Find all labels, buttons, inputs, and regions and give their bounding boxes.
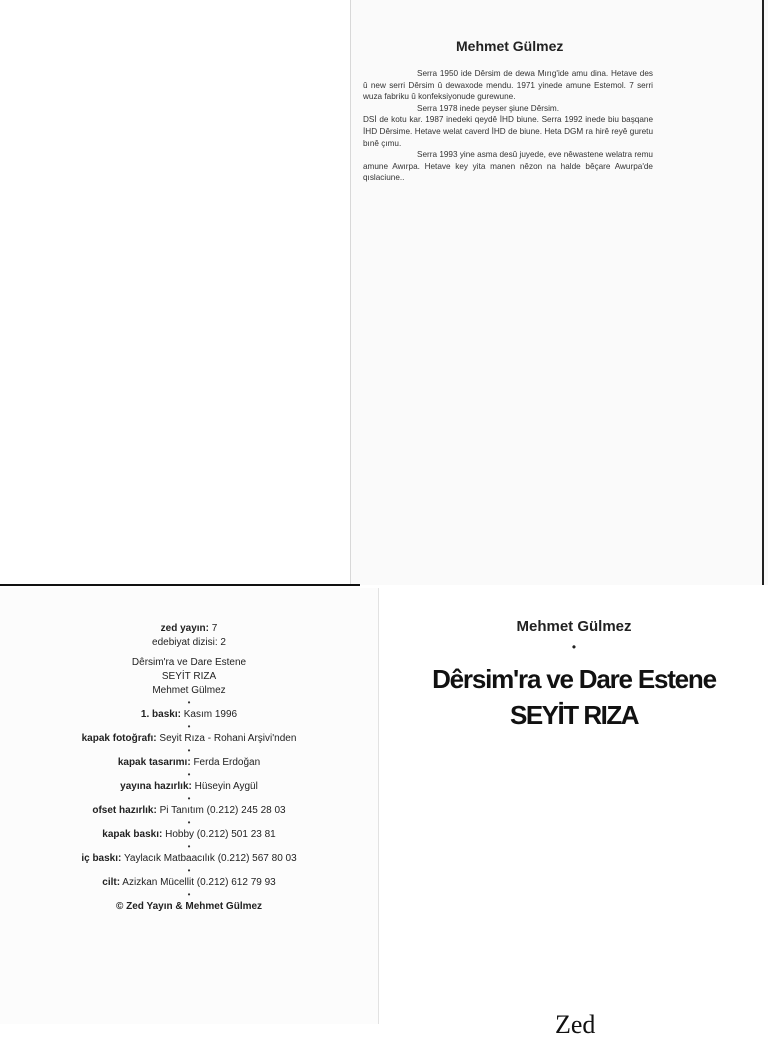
editor-label: yayına hazırlık: <box>120 781 192 792</box>
cover-print-value: Hobby (0.212) 501 23 81 <box>165 829 276 840</box>
separator-dot: • <box>187 746 191 755</box>
blank-page <box>0 0 350 585</box>
separator-dot: • <box>571 640 577 654</box>
separator-dot: • <box>187 818 191 827</box>
book-subtitle: SEYİT RIZA <box>509 700 638 730</box>
book-title: Dêrsim'ra ve Dare Estene <box>432 664 716 694</box>
colophon-author: Mehmet Gülmez <box>152 685 226 696</box>
edition-value: Kasım 1996 <box>183 709 238 720</box>
offset-label: ofset hazırlık: <box>92 805 157 816</box>
separator-dot: • <box>187 770 191 779</box>
binding-value: Azizkan Mücellit (0.212) 612 79 93 <box>122 877 276 888</box>
inner-print-label: iç baskı: <box>81 853 122 864</box>
separator-dot: • <box>187 866 191 875</box>
colophon <box>0 622 378 914</box>
separator-dot: • <box>187 722 191 731</box>
bio-paragraph: Serra 1950 ide Dêrsim de dewa Mırıg'ide amu dina. Hetave des û new serri Dêrsim û dewaxode mendu. 1971 yinede amune Estemol. 7 serri wuza fabriku û konfeksiyonude gurewune. <box>363 69 653 102</box>
page-fold-line <box>0 584 360 586</box>
binding-label: cilt: <box>102 877 121 888</box>
colophon-title-line1: Dêrsim'ra ve Dare Estene <box>131 657 247 668</box>
separator-dot: • <box>187 842 191 851</box>
separator-dot: • <box>187 890 191 899</box>
separator-dot: • <box>187 794 191 803</box>
editor-value: Hüseyin Aygül <box>194 781 258 792</box>
page-edge <box>762 0 764 585</box>
bio-text <box>363 68 653 184</box>
author-bio-page <box>350 0 768 585</box>
separator-dot: • <box>187 698 191 707</box>
cover-design-value: Ferda Erdoğan <box>193 757 261 768</box>
title-page-author: Mehmet Gülmez <box>516 618 632 635</box>
colophon-page <box>0 588 378 1024</box>
edition-label: 1. baskı: <box>140 709 181 720</box>
series-text: edebiyat dizisi: 2 <box>152 637 226 648</box>
cover-photo-value: Seyit Rıza - Rohani Arşivi'nden <box>159 733 297 744</box>
publisher-logo-partial: Zed <box>555 1010 596 1039</box>
bio-author-name: Mehmet Gülmez <box>456 38 564 54</box>
copyright-text: © Zed Yayın & Mehmet Gülmez <box>115 901 263 912</box>
offset-value: Pi Tanıtım (0.212) 245 28 03 <box>159 805 286 816</box>
cover-print-label: kapak baskı: <box>102 829 163 840</box>
publisher-value: 7 <box>211 623 218 634</box>
cover-design-label: kapak tasarımı: <box>117 757 191 768</box>
cover-photo-label: kapak fotoğrafı: <box>81 733 157 744</box>
bio-paragraph: Serra 1978 inede peyser şiune Dêrsim. <box>417 103 559 113</box>
publisher-label: zed yayın: <box>160 623 209 634</box>
inner-print-value: Yaylacık Matbaacılık (0.212) 567 80 03 <box>123 853 297 864</box>
bio-paragraph: Serra 1993 yine asma desû juyede, eve nêwastene welatra remu amune Awırpa. Hetave key yita manen nêzon na halde bêçare Awurpa'de qıslaciune.. <box>363 150 653 183</box>
colophon-title-line2: SEYİT RIZA <box>161 671 217 682</box>
title-page <box>378 588 768 1039</box>
bio-paragraph: DSİ de kotu kar. 1987 inedeki qeydê İHD biune. Serra 1992 inede biu başqane İHD Dêrsime. Hetave welat caverd İHD de biune. Heta DGM ra hirê reyê guretu bınê çımu. <box>363 115 653 148</box>
